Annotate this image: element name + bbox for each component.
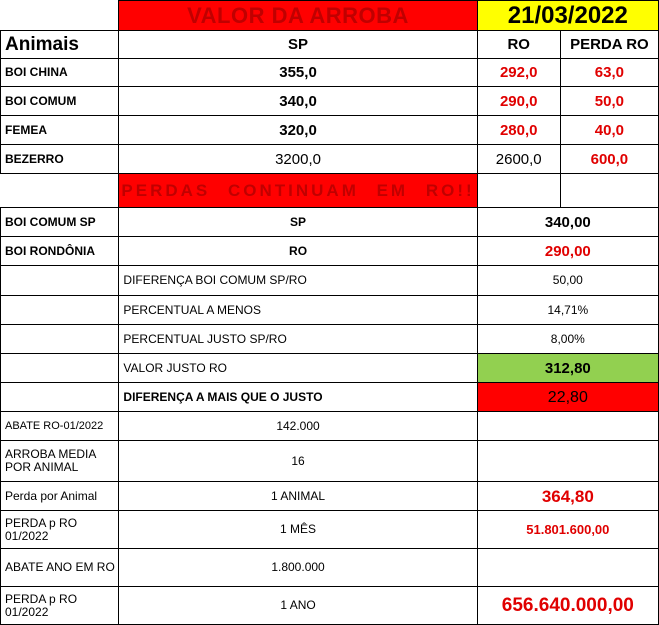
animal-sp-value: 3200,0 (119, 145, 477, 174)
loss-per-animal: 364,80 (477, 482, 658, 511)
slaughter-result (477, 412, 658, 441)
col-sp-header: SP (119, 31, 477, 59)
animal-loss-value: 50,0 (560, 87, 658, 116)
metric-label: DIFERENÇA A MAIS QUE O JUSTO (119, 383, 477, 412)
metric-row (1, 266, 659, 296)
header-date: 21/03/2022 (477, 1, 658, 31)
blank-cell (560, 174, 658, 208)
animal-loss-value: 600,0 (560, 145, 658, 174)
slaughter-value: 1 ANIMAL (119, 482, 477, 511)
animal-loss-value: 63,0 (560, 59, 658, 87)
slaughter-row (1, 412, 659, 441)
metric-label: DIFERENÇA BOI COMUM SP/RO (119, 266, 477, 296)
animal-ro-value: 2600,0 (477, 145, 560, 174)
animal-row (1, 145, 659, 174)
metric-value: 14,71% (477, 296, 658, 325)
slaughter-row (1, 482, 659, 511)
comparison-label: BOI RONDÔNIA (1, 237, 119, 266)
metric-row (1, 383, 659, 412)
slaughter-label: ABATE RO-01/2022 (1, 412, 119, 441)
excess-value-cell: 22,80 (477, 383, 658, 412)
loss-per-month: 51.801.600,00 (477, 511, 658, 549)
slaughter-value: 1.800.000 (119, 549, 477, 587)
metric-value: 8,00% (477, 325, 658, 354)
animal-sp-value: 320,0 (119, 116, 477, 145)
animal-sp-value: 355,0 (119, 59, 477, 87)
losses-banner: PERDAS CONTINUAM EM RO!! (119, 174, 477, 208)
slaughter-value: 1 ANO (119, 587, 477, 625)
slaughter-row (1, 511, 659, 549)
comparison-row (1, 208, 659, 237)
animal-name: BOI COMUM (1, 87, 119, 116)
blank-cell (1, 296, 119, 325)
comparison-row (1, 237, 659, 266)
slaughter-value: 142.000 (119, 412, 477, 441)
metric-row (1, 325, 659, 354)
fair-value-cell: 312,80 (477, 354, 658, 383)
col-animals-header: Animais (1, 31, 119, 59)
slaughter-label: ABATE ANO EM RO (1, 549, 119, 587)
slaughter-row (1, 549, 659, 587)
animal-name: FEMEA (1, 116, 119, 145)
loss-per-year: 656.640.000,00 (477, 587, 658, 625)
animal-row (1, 59, 659, 87)
slaughter-label: PERDA p RO 01/2022 (1, 587, 119, 625)
metric-row (1, 296, 659, 325)
slaughter-value: 16 (119, 441, 477, 482)
col-loss-header: PERDA RO (560, 31, 658, 59)
comparison-state: RO (119, 237, 477, 266)
metric-value: 50,00 (477, 266, 658, 296)
animal-sp-value: 340,0 (119, 87, 477, 116)
blank-cell (1, 1, 119, 31)
comparison-value: 340,00 (477, 208, 658, 237)
metric-label: PERCENTUAL A MENOS (119, 296, 477, 325)
slaughter-label: Perda por Animal (1, 482, 119, 511)
animal-row (1, 116, 659, 145)
blank-cell (1, 383, 119, 412)
slaughter-result (477, 441, 658, 482)
animal-name: BEZERRO (1, 145, 119, 174)
comparison-state: SP (119, 208, 477, 237)
animal-ro-value: 280,0 (477, 116, 560, 145)
col-ro-header: RO (477, 31, 560, 59)
animal-row (1, 87, 659, 116)
animal-name: BOI CHINA (1, 59, 119, 87)
slaughter-row (1, 441, 659, 482)
comparison-value: 290,00 (477, 237, 658, 266)
blank-cell (477, 174, 560, 208)
animal-loss-value: 40,0 (560, 116, 658, 145)
slaughter-value: 1 MÊS (119, 511, 477, 549)
blank-cell (1, 354, 119, 383)
metric-label: PERCENTUAL JUSTO SP/RO (119, 325, 477, 354)
slaughter-result (477, 549, 658, 587)
metric-row (1, 354, 659, 383)
metric-label: VALOR JUSTO RO (119, 354, 477, 383)
header-title: VALOR DA ARROBA (119, 1, 477, 31)
blank-cell (1, 266, 119, 296)
blank-cell (1, 325, 119, 354)
blank-cell (1, 174, 119, 208)
animal-ro-value: 290,0 (477, 87, 560, 116)
slaughter-label: ARROBA MEDIA POR ANIMAL (1, 441, 119, 482)
animal-ro-value: 292,0 (477, 59, 560, 87)
slaughter-label: PERDA p RO 01/2022 (1, 511, 119, 549)
comparison-label: BOI COMUM SP (1, 208, 119, 237)
